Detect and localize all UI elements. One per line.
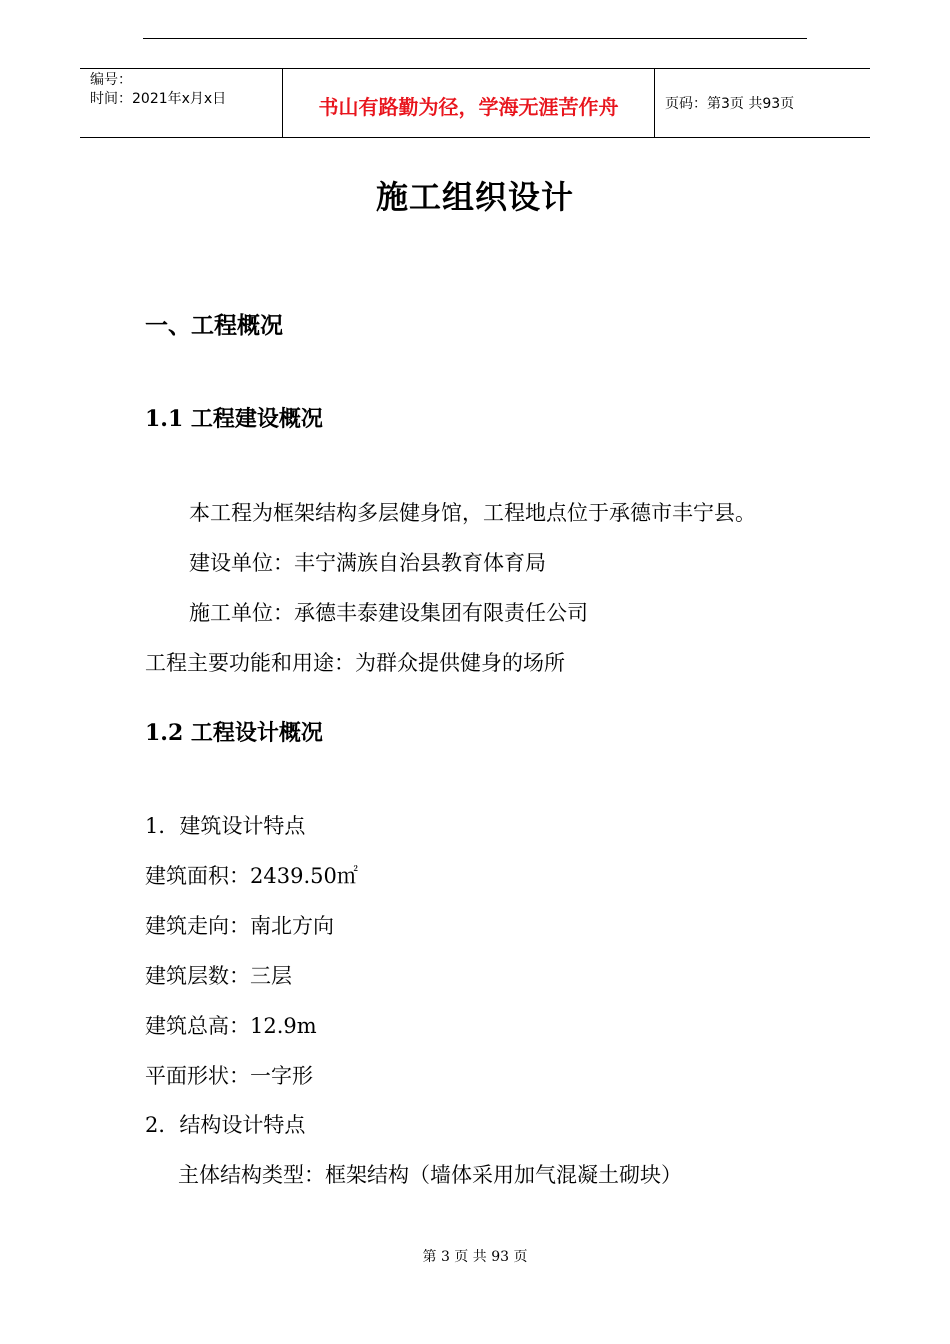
paragraph-project-intro: 本工程为框架结构多层健身馆，工程地点位于承德市丰宁县。	[189, 501, 756, 525]
header-meta-cell	[80, 69, 282, 137]
list-item-height: 建筑总高：12.9m	[145, 1014, 317, 1038]
list-item-area: 建筑面积：2439.50㎡	[145, 864, 358, 888]
list-item-orientation: 建筑走向：南北方向	[145, 914, 334, 938]
page-info: 页码：第3页 共93页	[665, 96, 795, 112]
paragraph-contractor: 施工单位：承德丰泰建设集团有限责任公司	[189, 601, 588, 625]
section-heading-overview: 一、工程概况	[145, 312, 283, 339]
header-page-cell	[655, 69, 870, 137]
header-motto-cell	[282, 69, 655, 137]
paragraph-purpose: 工程主要功能和用途：为群众提供健身的场所	[145, 651, 565, 675]
top-rule	[143, 38, 807, 39]
motto-text: 书山有路勤为径，学海无涯苦作舟	[318, 94, 619, 119]
document-title: 施工组织设计	[375, 178, 574, 216]
date-line: 时间：2021年x月x日	[90, 91, 227, 107]
list-item-structure-heading: 2．结构设计特点	[145, 1113, 306, 1137]
subsection-heading-design: 1.2 工程设计概况	[145, 720, 323, 746]
list-item-structure-type: 主体结构类型：框架结构（墙体采用加气混凝土砌块）	[178, 1163, 682, 1187]
header-table	[80, 68, 870, 138]
list-item-shape: 平面形状：一字形	[145, 1064, 313, 1088]
number-label: 编号：	[90, 72, 132, 88]
page-footer: 第 3 页 共 93 页	[422, 1249, 528, 1265]
subsection-heading-construction: 1.1 工程建设概况	[145, 406, 323, 432]
paragraph-owner: 建设单位：丰宁满族自治县教育体育局	[189, 551, 546, 575]
list-item-architecture-heading: 1．建筑设计特点	[145, 814, 306, 838]
list-item-floors: 建筑层数：三层	[145, 964, 292, 988]
